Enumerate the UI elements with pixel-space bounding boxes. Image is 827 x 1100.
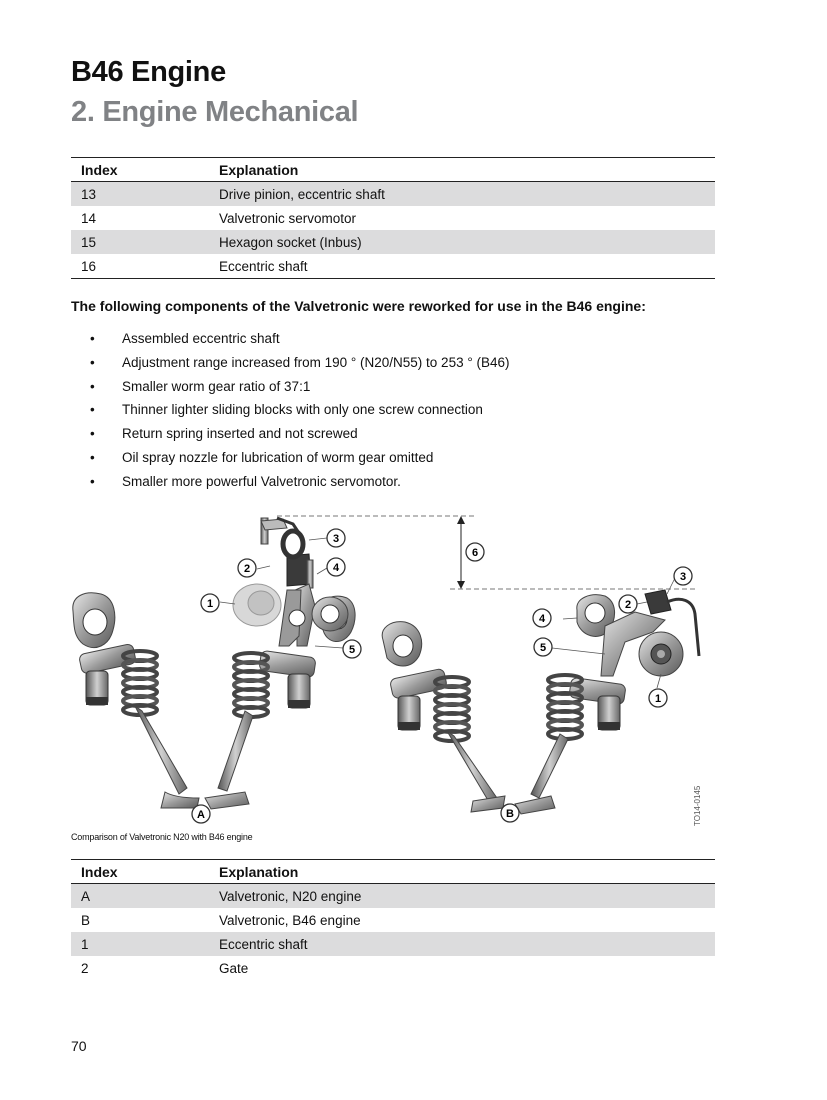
camshaft-lobe-a-left — [73, 593, 115, 648]
callout-label: 4 — [332, 562, 340, 574]
explanation-cell: Valvetronic, N20 engine — [209, 884, 715, 909]
callout-label: 2 — [243, 563, 251, 575]
index-cell: 13 — [71, 182, 209, 207]
table-row — [71, 956, 715, 980]
explanation-cell: Hexagon socket (Inbus) — [209, 230, 715, 254]
explanation-cell: Drive pinion, eccentric shaft — [209, 182, 715, 207]
index-cell: B — [81, 912, 91, 928]
label-a-text: A — [197, 809, 205, 821]
list-item — [71, 355, 510, 379]
bullet-icon: • — [90, 449, 95, 465]
group-a-diagram — [73, 518, 361, 823]
bullet-icon: • — [90, 331, 95, 346]
table-row — [71, 206, 715, 230]
table-row — [71, 932, 715, 956]
list-item — [71, 426, 510, 450]
bullet-icon: • — [90, 378, 95, 394]
explanation-cell: Eccentric shaft — [209, 254, 715, 279]
column-header-explanation: Explanation — [209, 860, 715, 884]
table-row — [71, 908, 715, 932]
list-item — [71, 474, 510, 498]
index-table-top — [71, 157, 715, 279]
bullet-icon: • — [90, 402, 95, 418]
index-cell: 2 — [81, 960, 89, 976]
column-header-explanation: Explanation — [209, 158, 715, 182]
index-cell: 1 — [71, 932, 209, 956]
list-item-text: Return spring inserted and not screwed — [122, 426, 358, 442]
callout-label: 4 — [538, 613, 546, 625]
list-item-text: Assembled eccentric shaft — [122, 331, 280, 346]
table-row — [71, 230, 715, 254]
group-b-diagram — [382, 567, 699, 822]
explanation-cell: Gate — [219, 960, 249, 976]
list-item-text: Oil spray nozzle for lubrication of worm gear omitted — [122, 449, 434, 465]
dimension-indicator — [277, 516, 697, 589]
figure-caption: Comparison of Valvetronic N20 with B46 engine — [71, 832, 253, 842]
explanation-cell: Valvetronic, B46 engine — [219, 912, 361, 928]
page-title: B46 Engine — [71, 56, 226, 88]
bullet-icon: • — [90, 426, 95, 442]
bullet-list — [71, 331, 510, 498]
explanation-cell: Eccentric shaft — [209, 932, 715, 956]
callout-label: 2 — [624, 599, 632, 611]
label-b-text: B — [506, 808, 514, 820]
table-row — [71, 254, 715, 279]
figure-code: TO14-0145 — [693, 785, 702, 826]
intro-paragraph: The following components of the Valvetronic were reworked for use in the B46 engine: — [71, 298, 646, 314]
bullet-icon: • — [90, 354, 95, 370]
list-item-text: Adjustment range increased from 190 ° (N20/N55) to 253 ° (B46) — [122, 354, 510, 370]
valvetronic-comparison-figure — [65, 506, 745, 831]
index-cell: A — [71, 884, 209, 909]
camshaft-lobe-b-left — [382, 622, 421, 666]
callout-label: 3 — [332, 533, 340, 545]
column-header-index: Index — [71, 158, 209, 182]
list-item — [71, 379, 510, 403]
list-item — [71, 331, 510, 355]
list-item-text: Smaller worm gear ratio of 37:1 — [122, 378, 311, 394]
section-title: 2. Engine Mechanical — [71, 96, 359, 128]
list-item — [71, 450, 510, 474]
index-cell: 16 — [71, 254, 209, 279]
list-item-text: Thinner lighter sliding blocks with only one screw connection — [122, 402, 483, 418]
index-cell: 14 — [81, 210, 97, 226]
list-item — [71, 402, 510, 426]
index-cell: 15 — [71, 230, 209, 254]
callout-label: 1 — [206, 598, 214, 610]
callout-label: 6 — [471, 547, 479, 559]
table-row — [71, 182, 715, 207]
list-item-text: Smaller more powerful Valvetronic servomotor. — [122, 473, 401, 489]
explanation-cell: Valvetronic servomotor — [219, 210, 357, 226]
callout-label: 5 — [539, 642, 547, 654]
callout-label: 3 — [679, 571, 687, 583]
bullet-icon: • — [90, 473, 95, 489]
callout-label: 1 — [654, 693, 662, 705]
table-row — [71, 884, 715, 909]
callout-label: 5 — [348, 644, 356, 656]
page-number: 70 — [71, 1038, 87, 1054]
column-header-index: Index — [71, 860, 209, 884]
index-table-bottom — [71, 859, 715, 980]
